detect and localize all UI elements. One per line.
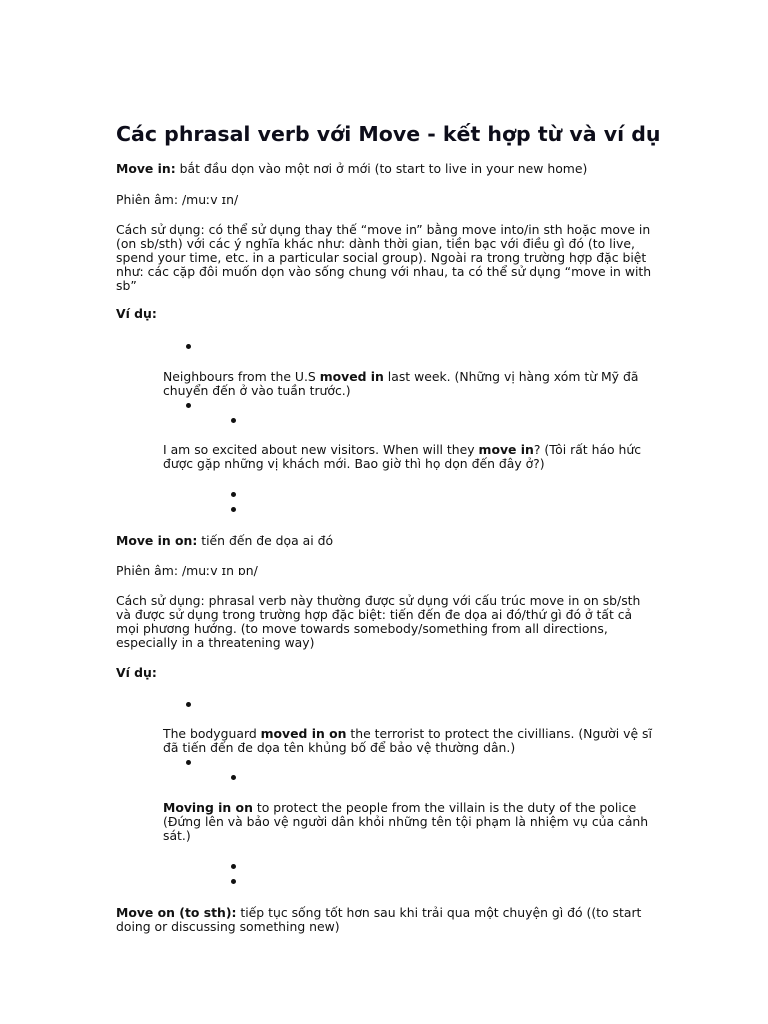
bullet bbox=[231, 492, 236, 497]
move-in-phonetic: Phiên âm: /muːv ɪn/ bbox=[116, 192, 239, 207]
example-text: Neighbours from the U.S bbox=[163, 369, 320, 384]
move-in-example-1 bbox=[163, 370, 653, 398]
example-phrase: moved in on bbox=[260, 726, 347, 741]
bullet bbox=[231, 418, 236, 423]
bullet bbox=[231, 775, 236, 780]
move-in-on-example-2 bbox=[163, 801, 653, 843]
example-translation: to protect the people from the villain is the duty of the police (Đứng lên và bảo vệ người dân khỏi những tên tội phạm là nhiệm vụ của cảnh sát.) bbox=[163, 800, 649, 843]
bullet bbox=[231, 864, 236, 869]
bullet bbox=[186, 403, 191, 408]
move-in-usage: Cách sử dụng: có thể sử dụng thay thế “move in” bằng move into/in sth hoặc move in (on sb/sth) với các ý nghĩa khác như: dành thời gian, tiền bạc với điều gì đó (to live, spend your time, etc. in a particular social group). Ngoài ra trong trường hợp đặc biệt như: các cặp đôi muốn dọn vào sống chung với nhau, ta có thể sử dụng “move in with sb” bbox=[116, 222, 652, 293]
example-translation: the terrorist to protect the civillians. (Người vệ sĩ đã tiến đến đe dọa tên khủng bố để bảo vệ thường dân.) bbox=[163, 726, 652, 755]
move-on-term: Move on (to sth): bbox=[116, 905, 237, 920]
example-text: I am so excited about new visitors. When will they bbox=[163, 442, 479, 457]
move-in-on-definition bbox=[116, 534, 652, 548]
bullet bbox=[186, 344, 191, 349]
example-phrase: move in bbox=[478, 442, 534, 457]
example-text: The bodyguard bbox=[163, 726, 261, 741]
move-in-on-usage: Cách sử dụng: phrasal verb này thường được sử dụng với cấu trúc move in on sb/sth và được sử dụng trong trường hợp đặc biệt: tiến đến đe dọa ai đó/thứ gì đó ở tất cả mọi phương hướng. (to move towards somebody/something from all directions, especially in a threatening way) bbox=[116, 593, 641, 650]
page-title: Các phrasal verb với Move - kết hợp từ và ví dụ bbox=[116, 122, 661, 146]
bullet bbox=[186, 702, 191, 707]
move-in-examples-label bbox=[116, 307, 652, 321]
move-in-on-definition-text: tiến đến đe dọa ai đó bbox=[197, 533, 334, 548]
bullet bbox=[186, 760, 191, 765]
bullet bbox=[231, 507, 236, 512]
move-in-on-example-1 bbox=[163, 727, 653, 755]
move-in-definition bbox=[116, 162, 652, 176]
move-in-on-examples-label bbox=[116, 666, 652, 680]
example-phrase: moved in bbox=[319, 369, 384, 384]
example-translation: ? (Tôi rất háo hức được gặp những vị khách mới. Bao giờ thì họ dọn đến đây ở?) bbox=[163, 442, 642, 471]
move-in-on-phonetic: Phiên âm: /muːv ɪn ɒn/ bbox=[116, 563, 258, 578]
examples-label-text: Ví dụ: bbox=[116, 665, 157, 680]
move-in-term: Move in: bbox=[116, 161, 176, 176]
move-in-definition-text: bắt đầu dọn vào một nơi ở mới (to start to live in your new home) bbox=[175, 161, 588, 176]
example-phrase: Moving in on bbox=[163, 800, 253, 815]
move-in-on-term: Move in on: bbox=[116, 533, 198, 548]
example-translation: last week. (Những vị hàng xóm từ Mỹ đã chuyển đến ở vào tuần trước.) bbox=[163, 369, 639, 398]
move-in-example-2 bbox=[163, 443, 653, 471]
move-on-definition-text: tiếp tục sống tốt hơn sau khi trải qua một chuyện gì đó ((to start doing or discussing something new) bbox=[116, 905, 642, 934]
move-on-definition bbox=[116, 906, 652, 934]
examples-label-text: Ví dụ: bbox=[116, 306, 157, 321]
bullet bbox=[231, 879, 236, 884]
